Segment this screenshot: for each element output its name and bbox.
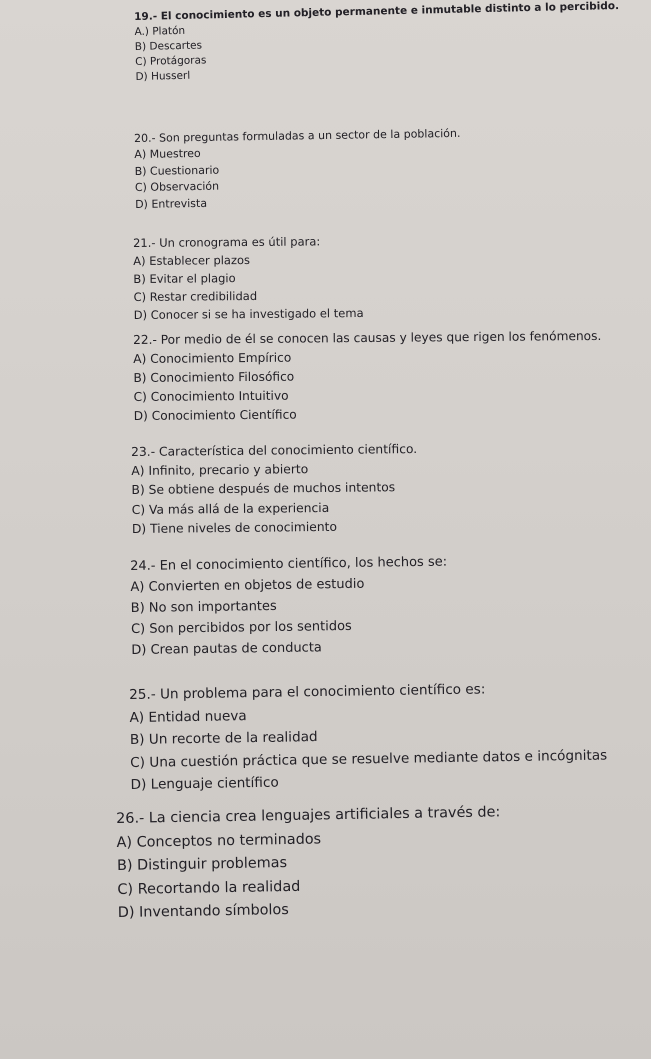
question-20 [134, 126, 462, 213]
option-b: B) Conocimiento Filosófico [133, 369, 295, 385]
question-25 [129, 677, 608, 797]
question-stem: 21.- Un cronograma es útil para: [133, 234, 321, 250]
option-d: D) Conocer si se ha investigado el tema [133, 305, 364, 322]
question-23 [131, 440, 418, 539]
option-c: C) Va más allá de la experiencia [131, 500, 330, 517]
option-b: B) Un recorte de la realidad [129, 729, 318, 748]
option-c: C) Una cuestión práctica que se resuelve mediante datos e incógnitas [130, 746, 608, 771]
option-c: C) Recortando la realidad [117, 878, 301, 898]
option-a: A) Conceptos no terminados [116, 830, 322, 851]
option-c: C) Conocimiento Intuitivo [133, 388, 289, 404]
option-a: A) Convierten en objetos de estudio [130, 576, 365, 595]
question-stem: 24.- En el conocimiento científico, los hechos se: [130, 554, 448, 574]
option-a: A.) Platón [134, 24, 186, 38]
option-a: A) Establecer plazos [133, 252, 251, 268]
question-stem: 25.- Un problema para el conocimiento científico es: [129, 681, 486, 703]
option-d: D) Entrevista [135, 196, 208, 211]
option-b: B) Cuestionario [134, 163, 220, 178]
option-c: C) Restar credibilidad [133, 288, 258, 304]
option-a: A) Conocimiento Empírico [133, 350, 292, 366]
question-stem: 23.- Característica del conocimiento científico. [131, 442, 418, 459]
question-26 [116, 801, 502, 925]
question-21 [133, 232, 364, 324]
option-a: A) Entidad nueva [129, 707, 247, 726]
question-stem: 26.- La ciencia crea lenguajes artificiales a través de: [116, 804, 501, 827]
option-b: B) Se obtiene después de muchos intentos [131, 480, 396, 498]
question-stem: 22.- Por medio de él se conocen las causas y leyes que rigen los fenómenos. [133, 328, 602, 347]
option-b: B) Descartes [134, 39, 203, 53]
option-b: B) No son importantes [130, 598, 277, 616]
option-b: B) Distinguir problemas [116, 855, 288, 874]
option-b: B) Evitar el plagio [133, 271, 236, 286]
question-stem: 19.- El conocimiento es un objeto permanente e inmutable distinto a lo percibido. [134, 0, 620, 23]
option-d: D) Inventando símbolos [117, 902, 289, 921]
option-d: D) Tiene niveles de conocimiento [131, 519, 338, 536]
option-c: C) Protágoras [135, 54, 207, 68]
question-22 [133, 327, 602, 426]
option-d: D) Husserl [135, 69, 191, 83]
option-c: C) Son percibidos por los sentidos [130, 618, 352, 637]
question-19 [134, 0, 621, 85]
option-d: D) Lenguaje científico [130, 774, 279, 793]
option-c: C) Observación [134, 179, 220, 195]
question-stem: 20.- Son preguntas formuladas a un sector de la población. [134, 126, 461, 145]
option-d: D) Crean pautas de conducta [131, 640, 322, 658]
option-a: A) Infinito, precario y abierto [131, 462, 309, 479]
option-a: A) Muestreo [134, 147, 201, 162]
question-24 [130, 552, 448, 661]
option-d: D) Conocimiento Científico [133, 407, 297, 423]
